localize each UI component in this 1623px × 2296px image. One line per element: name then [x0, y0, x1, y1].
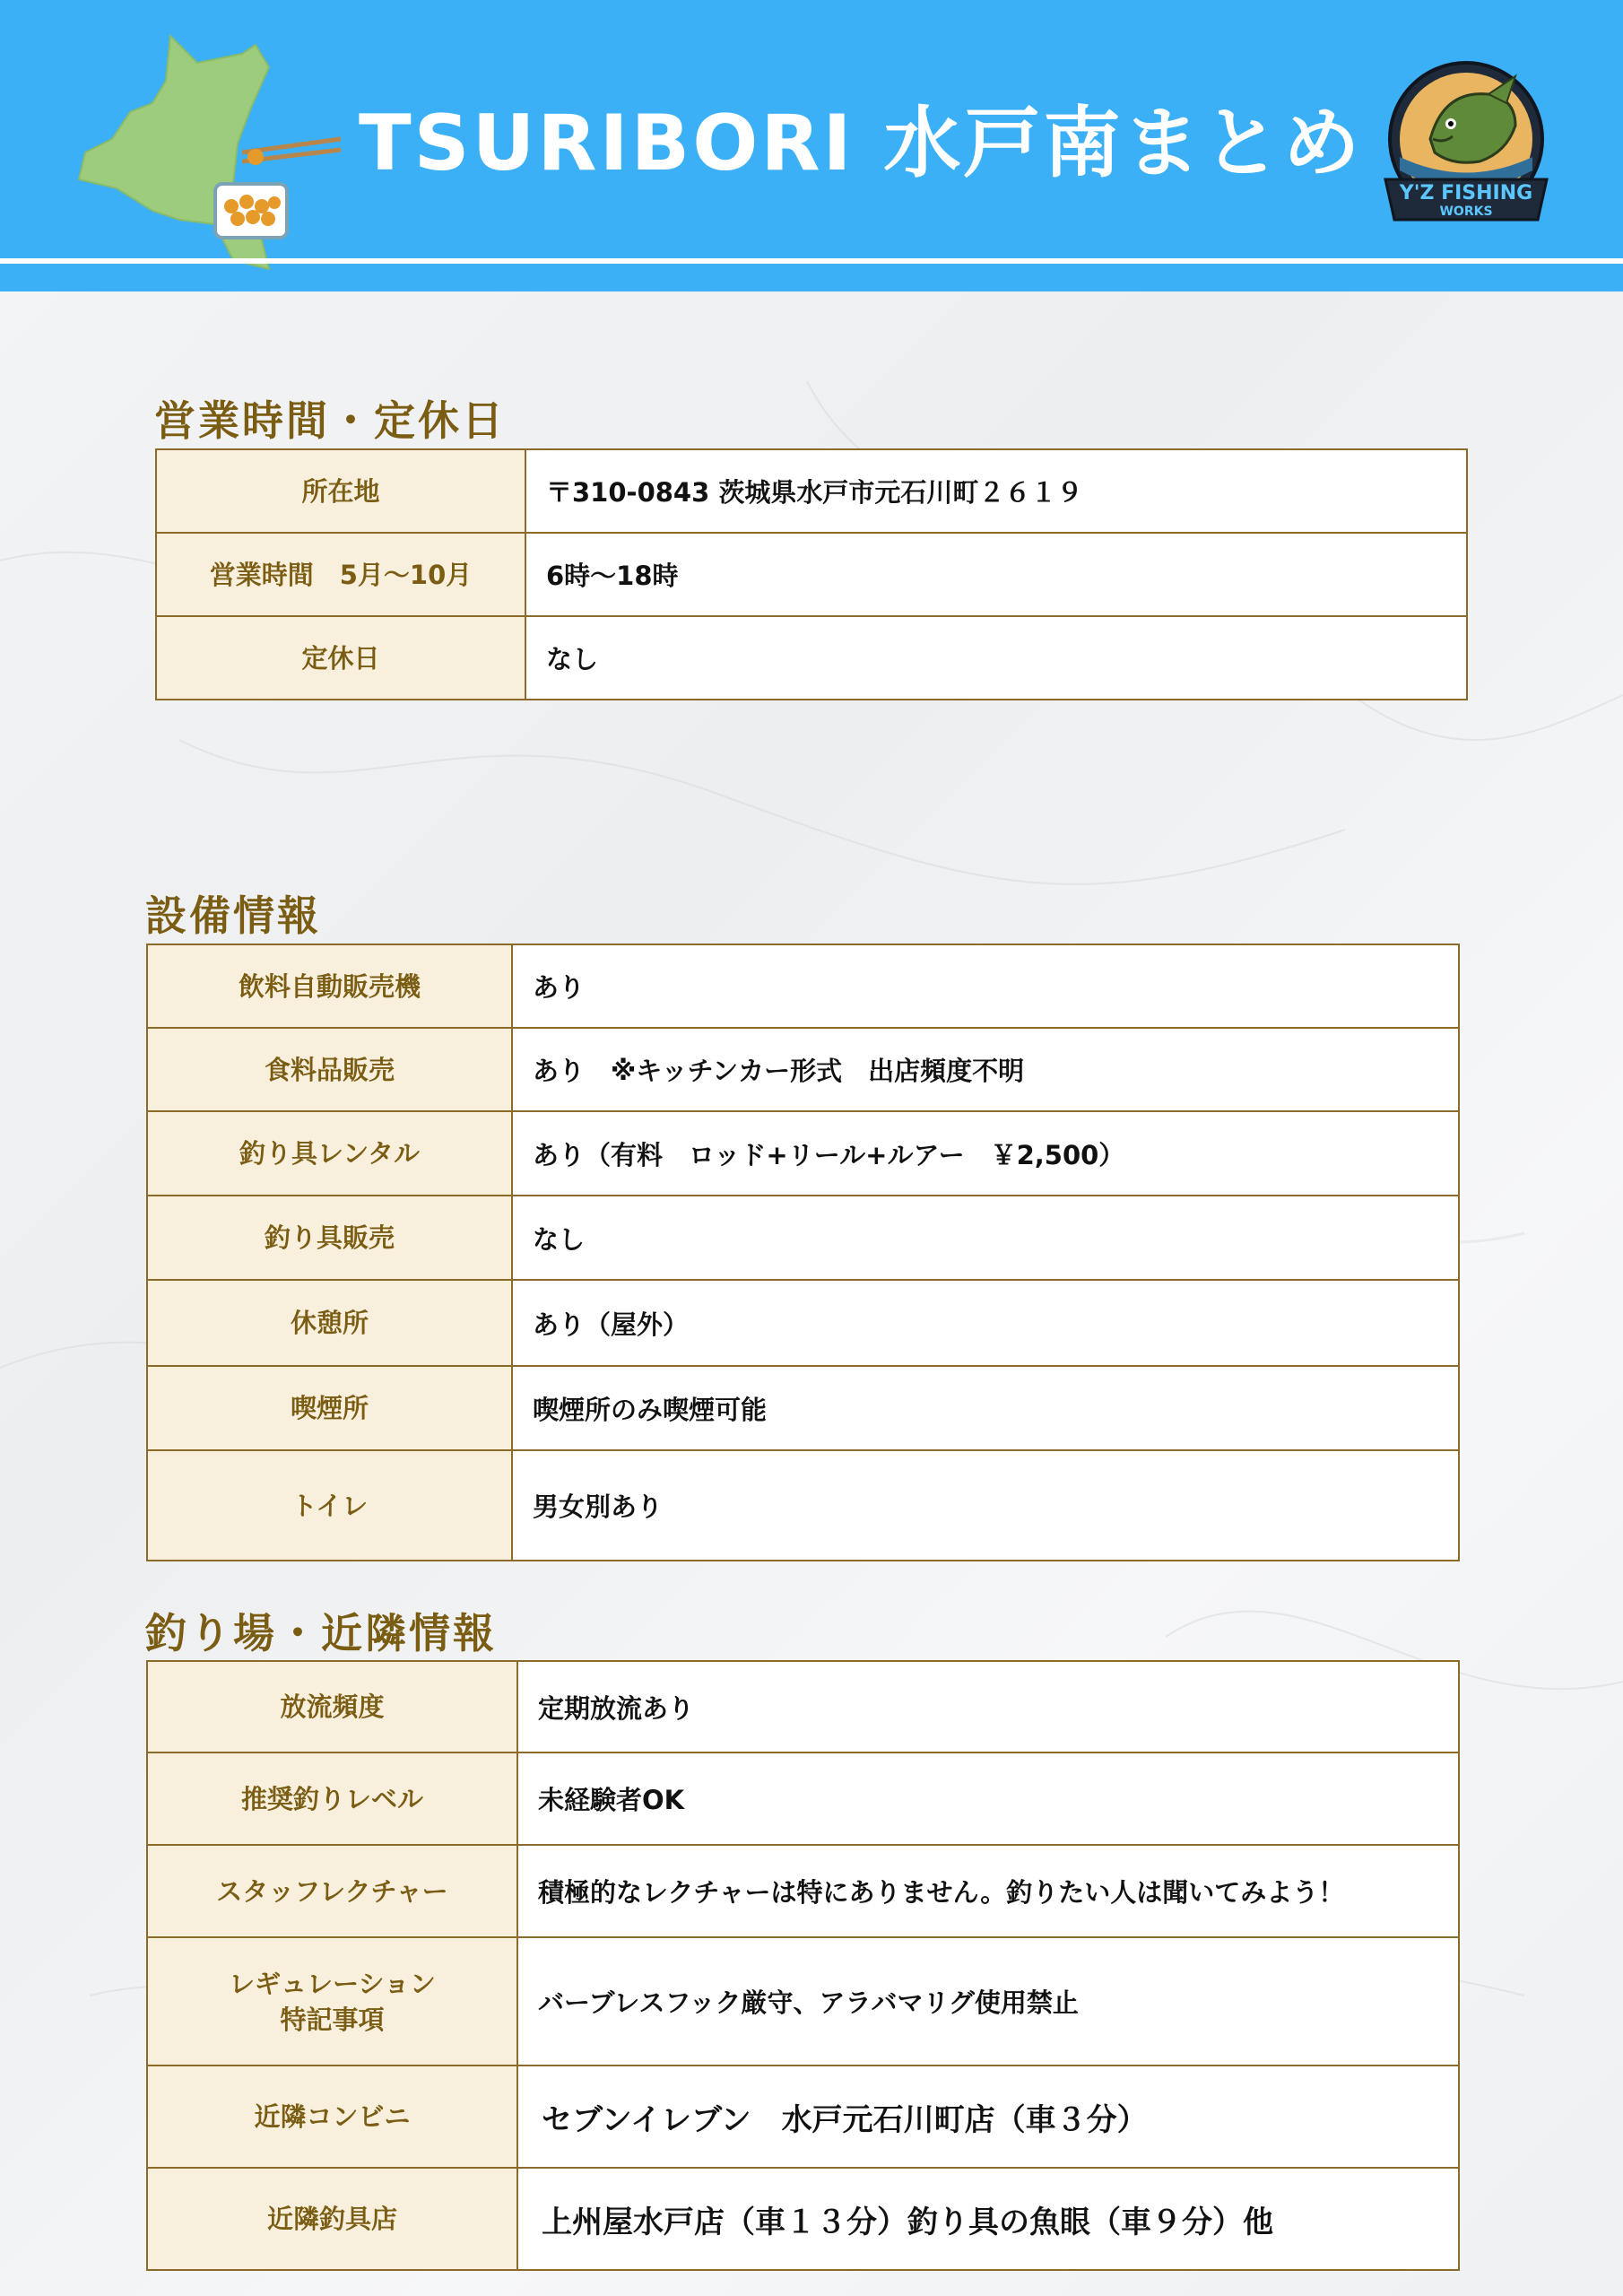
- table-row: [147, 1196, 1459, 1280]
- row-value: なし: [525, 616, 1467, 700]
- table-row: [147, 1366, 1459, 1450]
- yz-fishing-works-logo: [1381, 54, 1551, 242]
- row-value: なし: [512, 1196, 1459, 1280]
- section-title-fishing-area: 釣り場・近隣情報: [145, 1609, 497, 1657]
- row-label: 近隣コンビニ: [147, 2066, 517, 2168]
- row-label-multiline: [147, 1937, 517, 2066]
- hours-table: [155, 448, 1468, 700]
- row-label: 近隣釣具店: [147, 2168, 517, 2270]
- page-title: TSURIBORI 水戸南まとめ: [359, 99, 1363, 188]
- table-row: [147, 1752, 1459, 1845]
- row-label: 飲料自動販売機: [147, 944, 512, 1028]
- table-row: [147, 1450, 1459, 1561]
- row-label: 定休日: [156, 616, 525, 700]
- table-row: [156, 449, 1467, 533]
- table-row: [147, 2066, 1459, 2168]
- row-label: 喫煙所: [147, 1366, 512, 1450]
- row-label: 推奨釣りレベル: [147, 1752, 517, 1845]
- row-value: セブンイレブン 水戸元石川町店（車３分）: [517, 2066, 1459, 2168]
- row-value: 〒310-0843 茨城県水戸市元石川町２６１９: [525, 449, 1467, 533]
- row-value: あり ※キッチンカー形式 出店頻度不明: [512, 1028, 1459, 1111]
- row-value: 積極的なレクチャーは特にありません。釣りたい人は聞いてみよう！: [517, 1845, 1459, 1937]
- row-label: 所在地: [156, 449, 525, 533]
- row-label: 食料品販売: [147, 1028, 512, 1111]
- table-row: [156, 616, 1467, 700]
- logo-text-sub: WORKS: [1439, 204, 1493, 219]
- row-value: 6時〜18時: [525, 533, 1467, 616]
- table-row: [147, 2168, 1459, 2270]
- table-row: [147, 1111, 1459, 1196]
- fishing-area-table: [146, 1660, 1460, 2271]
- table-row: [147, 1661, 1459, 1752]
- facilities-table: [146, 944, 1460, 1561]
- table-row: [147, 1028, 1459, 1111]
- section-title-hours: 営業時間・定休日: [154, 396, 506, 445]
- row-label: 休憩所: [147, 1280, 512, 1366]
- table-row: [147, 1937, 1459, 2066]
- table-row: [156, 533, 1467, 616]
- row-value: 男女別あり: [512, 1450, 1459, 1561]
- row-value: あり（有料 ロッド+リール+ルアー ￥2,500）: [512, 1111, 1459, 1196]
- row-value: あり: [512, 944, 1459, 1028]
- header-divider: [0, 258, 1623, 264]
- row-value: 未経験者OK: [517, 1752, 1459, 1845]
- logo-text-main: Y'Z FISHING: [1399, 182, 1533, 204]
- row-value: 上州屋水戸店（車１３分）釣り具の魚眼（車９分）他: [517, 2168, 1459, 2270]
- row-label: スタッフレクチャー: [147, 1845, 517, 1937]
- row-label-line2: 特記事項: [280, 2004, 385, 2035]
- ibaraki-map-natto-icon: [72, 27, 359, 278]
- table-row: [147, 1845, 1459, 1937]
- table-row: [147, 944, 1459, 1028]
- row-label: 釣り具レンタル: [147, 1111, 512, 1196]
- row-value: 定期放流あり: [517, 1661, 1459, 1752]
- row-label: 放流頻度: [147, 1661, 517, 1752]
- row-value: あり（屋外）: [512, 1280, 1459, 1366]
- row-value: 喫煙所のみ喫煙可能: [512, 1366, 1459, 1450]
- row-label: 営業時間 5月〜10月: [156, 533, 525, 616]
- row-value: バーブレスフック厳守、アラバマリグ使用禁止: [517, 1937, 1459, 2066]
- row-label: トイレ: [147, 1450, 512, 1561]
- table-row: [147, 1280, 1459, 1366]
- row-label: 釣り具販売: [147, 1196, 512, 1280]
- row-label-line1: レギュレーション: [229, 1968, 436, 1999]
- header-banner: [0, 0, 1623, 291]
- section-title-facilities: 設備情報: [145, 891, 321, 940]
